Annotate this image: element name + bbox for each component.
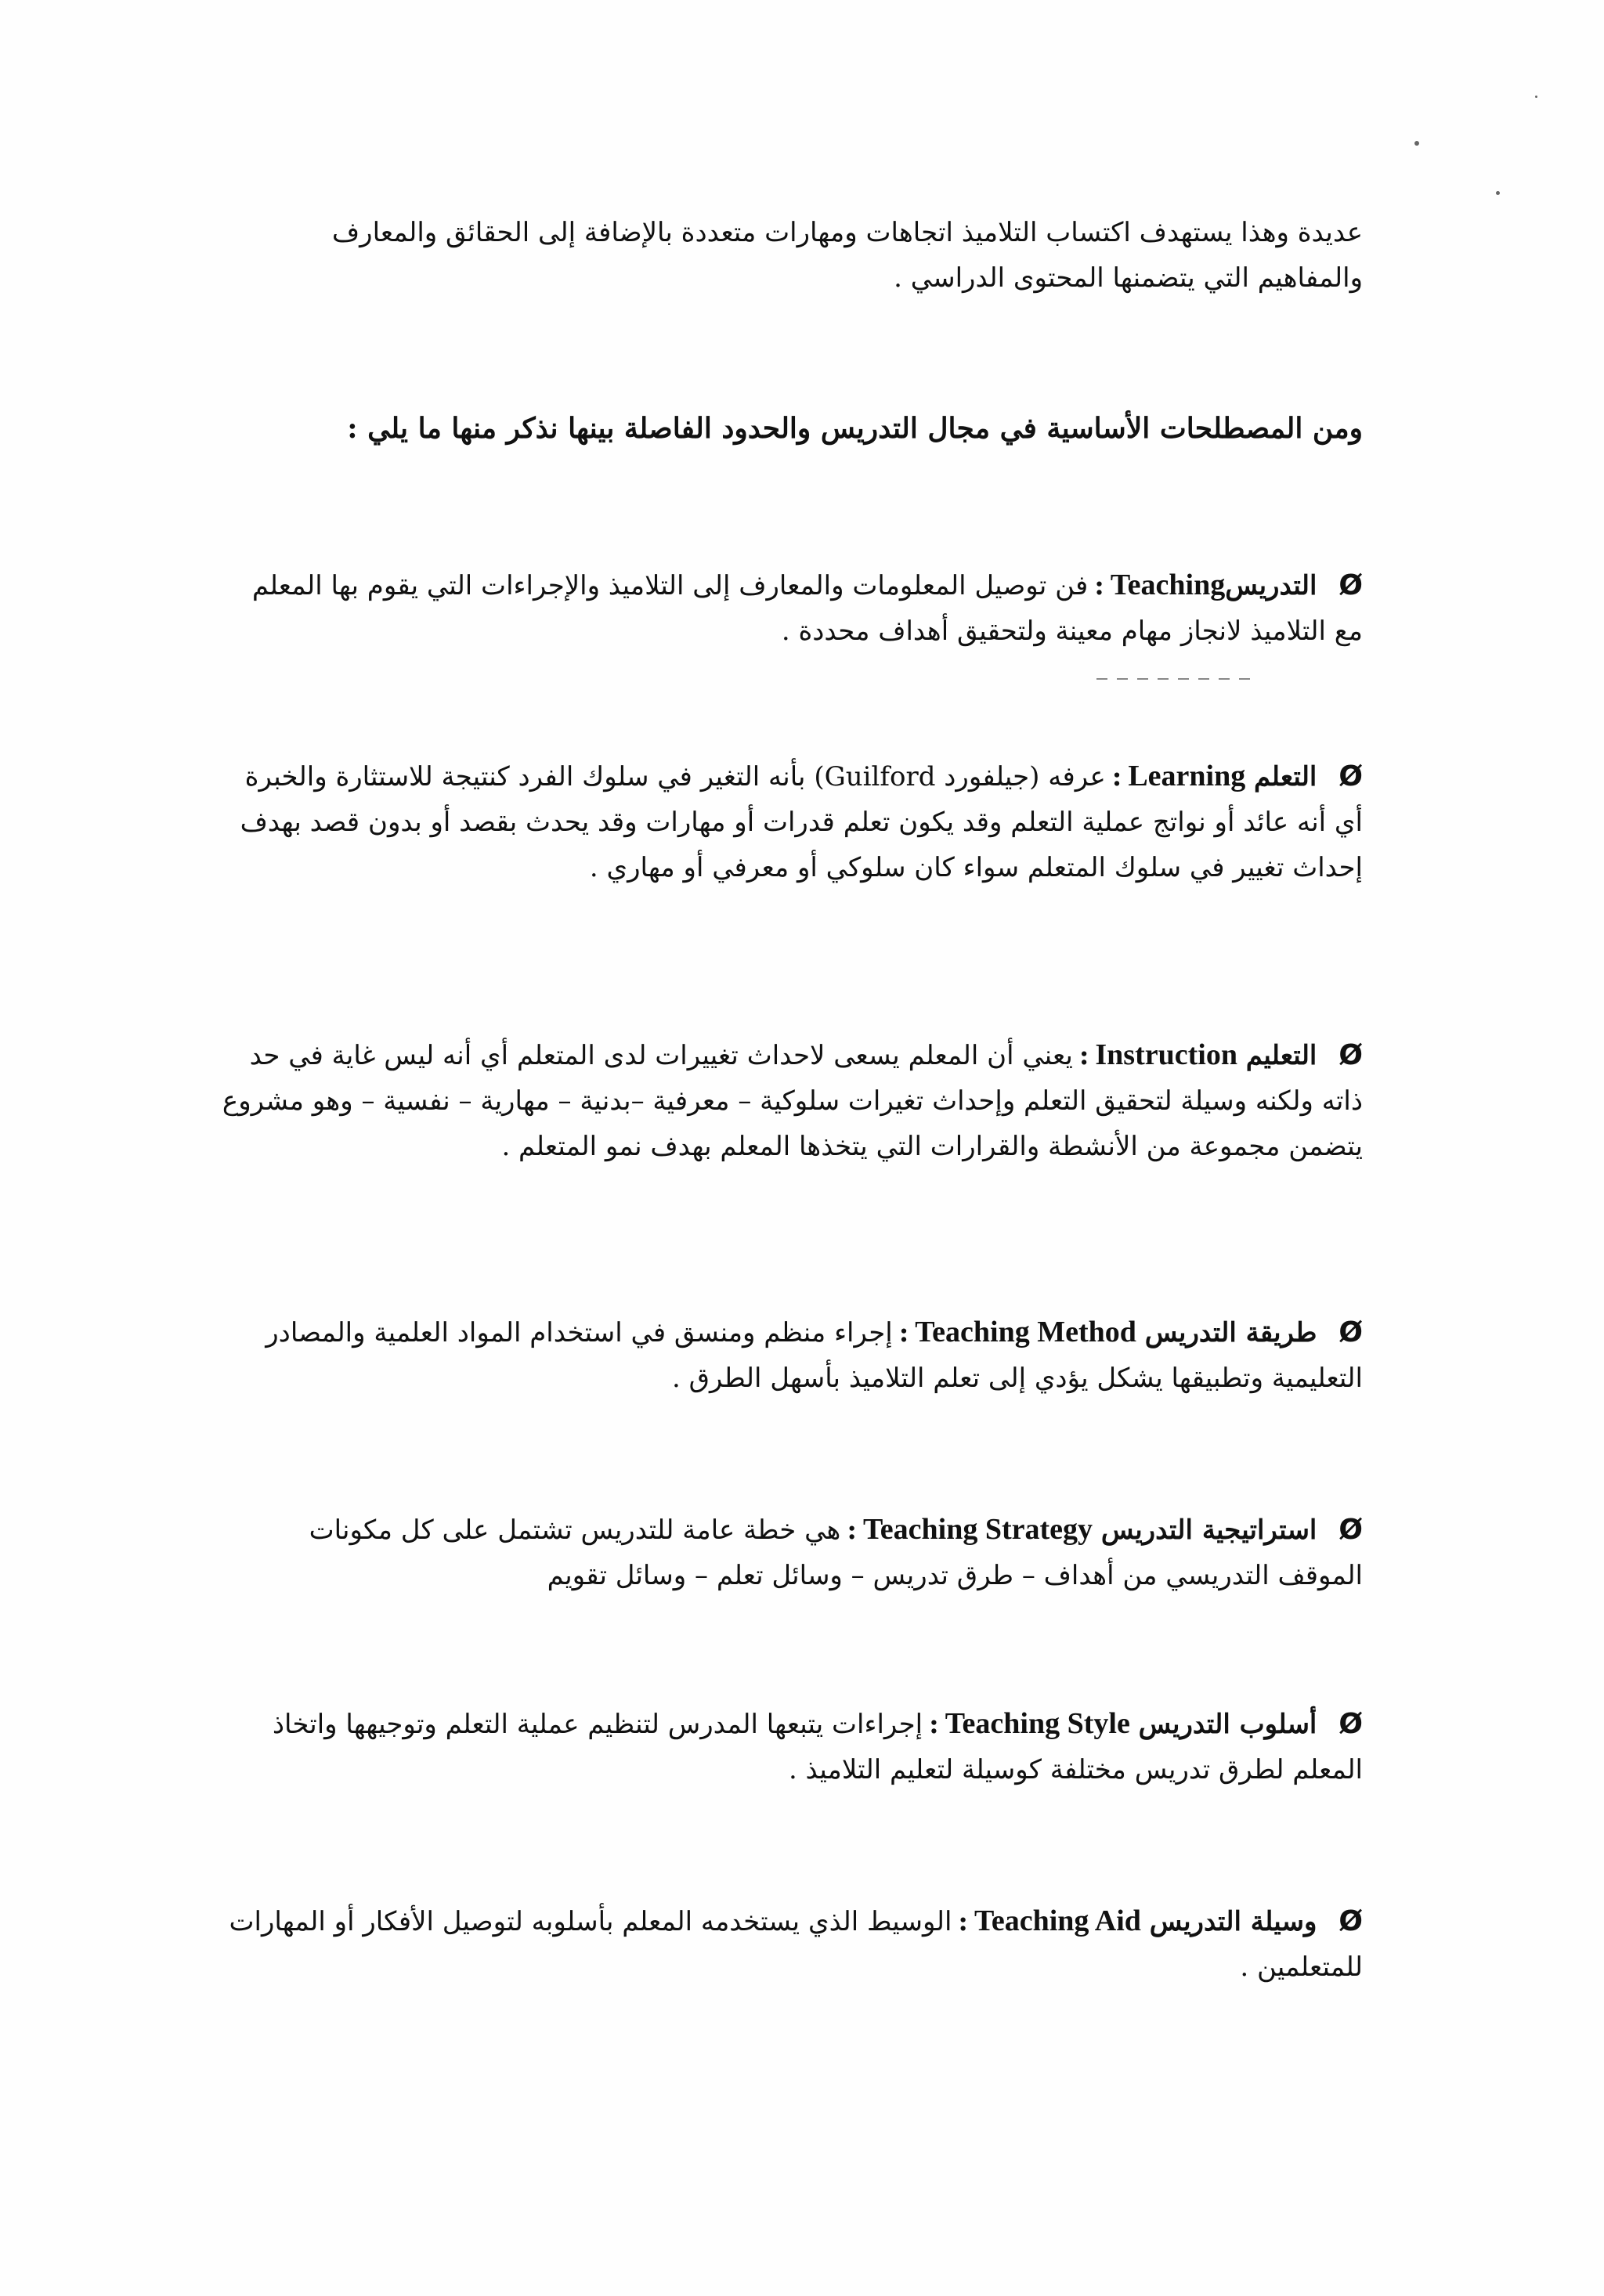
term-text: إجراءات يتبعها المدرس لتنظيم عملية التعلم وتوجيهها واتخاذ المعلم لطرق تدريس مختلفة كوسيلة لتعليم التلاميذ . — [272, 1709, 1363, 1785]
term-text: يعني أن المعلم يسعى لاحداث تغييرات لدى المتعلم أي أنه ليس غاية في حد ذاته ولكنه وسيلة لتحقيق التعلم وإحداث تغيرات سلوكية – معرفية –بدنية – مهارية – نفسية – وهو مشروع يتضمن مجموعة من الأنشطة والقرارات التي يتخذها المعلم بهدف نمو المتعلم . — [222, 1040, 1363, 1162]
bullet-icon: Ø — [1338, 760, 1363, 792]
term-english: Learning — [1128, 760, 1246, 792]
term-arabic: طريقة التدريس — [1144, 1317, 1317, 1348]
term-arabic: التدريس — [1225, 570, 1317, 601]
term-text: إجراء منظم ومنسق في استخدام المواد العلمية والمصادر التعليمية وتطبيقها يشكل يؤدي إلى تعلم التلاميذ بأسهل الطرق . — [266, 1317, 1363, 1394]
term-definition — [219, 562, 1363, 654]
term-english: Teaching Style — [945, 1707, 1130, 1740]
term-english: Teaching — [1110, 569, 1226, 601]
term-text: فن توصيل المعلومات والمعارف إلى التلاميذ والإجراءات التي يقوم بها المعلم مع التلاميذ لانجاز مهام معينة ولتحقيق أهداف محددة . — [251, 570, 1363, 647]
scan-speck — [1535, 96, 1537, 98]
bullet-icon: Ø — [1338, 1316, 1363, 1348]
term-arabic: التعلم — [1254, 761, 1317, 792]
term-english: Instruction — [1095, 1038, 1237, 1071]
intro-line: عديدة وهذا يستهدف اكتساب التلاميذ اتجاهات ومهارات متعددة بالإضافة إلى الحقائق والمعارف — [331, 217, 1363, 248]
term-separator: : — [1078, 1040, 1089, 1071]
term-arabic: التعليم — [1245, 1040, 1317, 1071]
term-english: Teaching Aid — [974, 1904, 1141, 1937]
scan-speck — [1496, 191, 1500, 195]
term-text: هي خطة عامة للتدريس تشتمل على كل مكونات الموقف التدريسي من أهداف – طرق تدريس – وسائل تعلم – وسائل تقويم — [309, 1514, 1363, 1591]
term-definition — [219, 1032, 1363, 1169]
bullet-icon: Ø — [1338, 1514, 1363, 1546]
term-definition — [219, 1309, 1363, 1401]
term-separator: : — [929, 1709, 939, 1740]
term-separator: : — [1111, 761, 1122, 792]
term-arabic: وسيلة التدريس — [1149, 1906, 1317, 1937]
term-definition — [219, 1898, 1363, 1990]
term-english: Teaching Method — [915, 1316, 1136, 1348]
bullet-icon: Ø — [1338, 1708, 1363, 1740]
term-separator: : — [898, 1317, 909, 1348]
term-definition — [219, 1507, 1363, 1598]
bullet-icon: Ø — [1338, 1039, 1363, 1071]
bullet-icon: Ø — [1338, 569, 1363, 601]
term-text: عرفه (جيلفورد Guilford) بأنه التغير في سلوك الفرد كنتيجة للاستثارة والخبرة أي أنه عائد أو نواتج عملية التعلم وقد يكون تعلم قدرات أو مهارات وقد يحدث بقصد أو بدون قصد بهدف إحداث تغيير في سلوك المتعلم سواء كان سلوكي أو معرفي أو مهاري . — [240, 761, 1363, 883]
term-text: الوسيط الذي يستخدمه المعلم بأسلوبه لتوصيل الأفكار أو المهارات للمتعلمين . — [229, 1906, 1363, 1983]
scan-speck — [1414, 141, 1419, 146]
scan-dash-artifact — [1096, 678, 1253, 680]
term-separator: : — [958, 1906, 968, 1937]
term-arabic: استراتيجية التدريس — [1100, 1514, 1317, 1546]
intro-paragraph — [235, 210, 1363, 301]
term-separator: : — [1094, 570, 1104, 601]
term-separator: : — [847, 1514, 857, 1546]
term-arabic: أسلوب التدريس — [1138, 1709, 1317, 1740]
term-definition — [219, 1701, 1363, 1792]
section-heading: ومن المصطلحات الأساسية في مجال التدريس والحدود الفاصلة بينها نذكر منها ما يلي : — [347, 412, 1363, 445]
intro-line: والمفاهيم التي يتضمنها المحتوى الدراسي . — [894, 262, 1363, 294]
bullet-icon: Ø — [1338, 1905, 1363, 1937]
term-definition — [219, 753, 1363, 890]
term-english: Teaching Strategy — [862, 1513, 1093, 1546]
